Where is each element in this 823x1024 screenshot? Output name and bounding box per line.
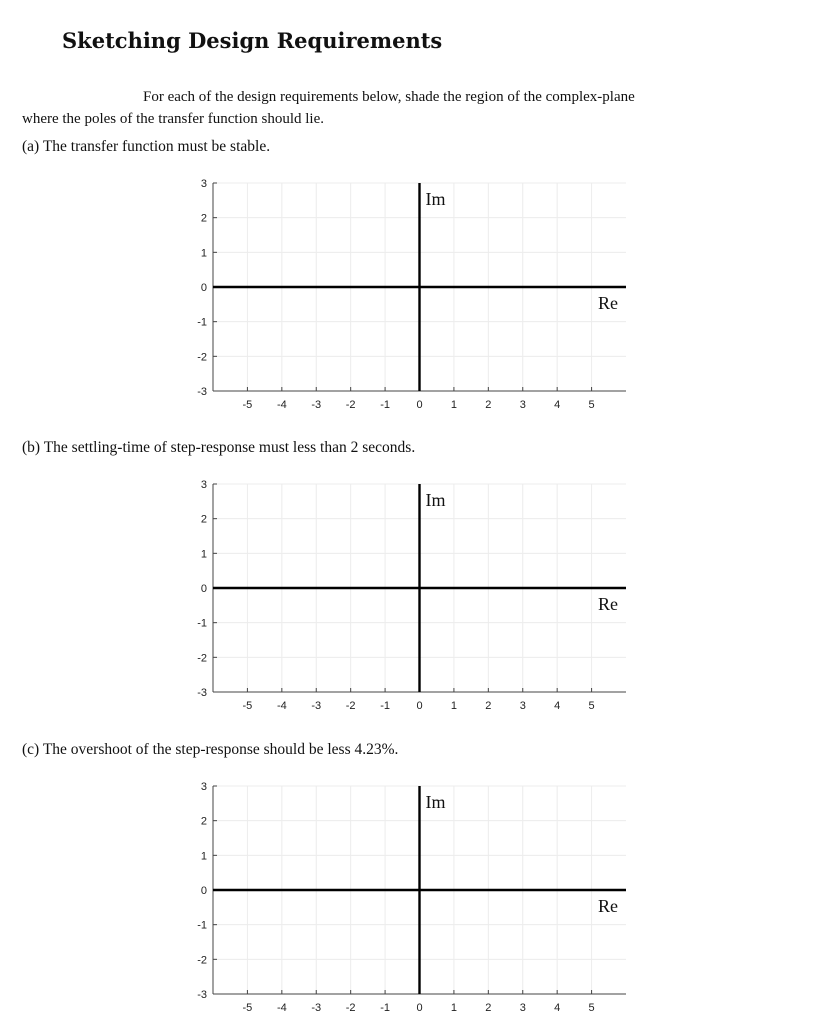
x-tick-label: 4	[554, 399, 561, 411]
x-tick-label: 5	[588, 1002, 595, 1014]
x-tick-label: 0	[416, 1002, 423, 1014]
y-tick-label: 0	[200, 885, 207, 897]
y-tick-label: -3	[197, 687, 207, 699]
re-axis-label: Re	[598, 293, 618, 313]
y-tick-label: 2	[200, 212, 207, 225]
y-tick-label: 2	[200, 815, 207, 828]
question-b-label: (b)	[22, 439, 41, 456]
y-tick-label: -2	[197, 652, 207, 665]
x-tick-label: 1	[450, 1002, 457, 1014]
y-tick-label: 3	[200, 178, 207, 190]
im-axis-label: Im	[425, 189, 446, 209]
intro-paragraph	[22, 86, 782, 130]
x-tick-label: -2	[345, 700, 356, 712]
y-tick-label: -1	[197, 919, 207, 932]
intro-line-1: For each of the design requirements below, shade the region of the complex-plane	[143, 89, 635, 105]
x-tick-label: 2	[485, 700, 492, 712]
question-c-label: (c)	[22, 741, 40, 758]
x-tick-label: -1	[380, 700, 390, 712]
plot-svg	[170, 477, 640, 717]
x-tick-label: -1	[380, 399, 390, 411]
question-c-text: The overshoot of the step-response should be less 4.23%.	[42, 741, 399, 758]
x-tick-label: -3	[311, 700, 322, 712]
page-title: Sketching Design Requirements	[62, 28, 443, 53]
im-axis-label: Im	[425, 490, 446, 510]
x-tick-label: 1	[450, 399, 457, 411]
question-a	[22, 138, 270, 156]
x-tick-label: -5	[242, 399, 253, 411]
y-tick-label: 0	[200, 282, 207, 294]
y-tick-label: -2	[197, 954, 207, 967]
x-tick-label: -4	[276, 1002, 287, 1014]
question-b	[22, 439, 415, 457]
y-tick-label: -3	[197, 386, 207, 398]
x-tick-label: 1	[450, 700, 457, 712]
x-tick-label: -4	[276, 399, 287, 411]
re-axis-label: Re	[598, 594, 618, 614]
question-c	[22, 741, 398, 759]
y-tick-label: -2	[197, 351, 207, 364]
y-tick-label: 0	[200, 583, 207, 595]
x-tick-label: -3	[311, 399, 322, 411]
im-axis-label: Im	[425, 792, 446, 812]
y-tick-label: -1	[197, 316, 207, 329]
x-tick-label: -3	[311, 1002, 322, 1014]
complex-plane-plot-a	[170, 176, 640, 416]
question-a-text: The transfer function must be stable.	[42, 138, 271, 155]
x-tick-label: 4	[554, 700, 561, 712]
question-a-label: (a)	[22, 138, 40, 155]
plot-svg	[170, 176, 640, 416]
x-tick-label: -4	[276, 700, 287, 712]
x-tick-label: 3	[519, 700, 526, 712]
x-tick-label: 0	[416, 399, 423, 411]
x-tick-label: 2	[485, 1002, 492, 1014]
y-tick-label: 2	[200, 513, 207, 526]
plot-svg	[170, 779, 640, 1019]
y-tick-label: -3	[197, 989, 207, 1001]
y-tick-label: 3	[200, 479, 207, 491]
y-tick-label: 1	[200, 548, 207, 561]
intro-line-2: where the poles of the transfer function should lie.	[22, 111, 324, 127]
x-tick-label: 5	[588, 700, 595, 712]
complex-plane-plot-b	[170, 477, 640, 717]
x-tick-label: -2	[345, 1002, 356, 1014]
y-tick-label: 3	[200, 781, 207, 793]
x-tick-label: 3	[519, 399, 526, 411]
y-tick-label: 1	[200, 247, 207, 260]
question-b-text: The settling-time of step-response must less than 2 seconds.	[43, 439, 416, 456]
y-tick-label: 1	[200, 850, 207, 863]
x-tick-label: 2	[485, 399, 492, 411]
x-tick-label: 0	[416, 700, 423, 712]
y-tick-label: -1	[197, 617, 207, 630]
x-tick-label: -5	[242, 700, 253, 712]
x-tick-label: -1	[380, 1002, 390, 1014]
x-tick-label: 5	[588, 399, 595, 411]
x-tick-label: 3	[519, 1002, 526, 1014]
x-tick-label: -5	[242, 1002, 253, 1014]
re-axis-label: Re	[598, 896, 618, 916]
x-tick-label: -2	[345, 399, 356, 411]
x-tick-label: 4	[554, 1002, 561, 1014]
complex-plane-plot-c	[170, 779, 640, 1019]
